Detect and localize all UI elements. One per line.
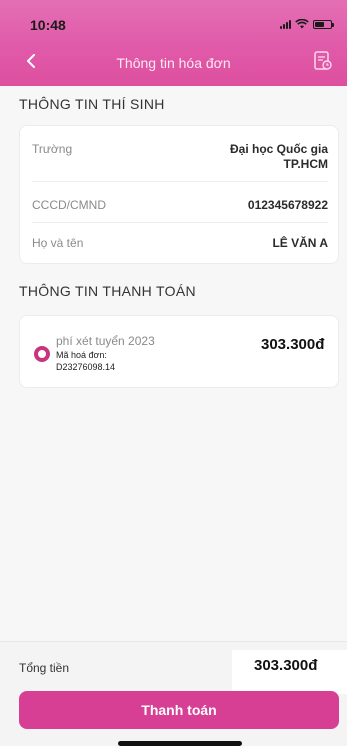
total-amount: 303.300đ xyxy=(254,657,318,674)
battery-icon xyxy=(313,20,332,29)
checkout-bar xyxy=(0,641,347,746)
id-number-value: 012345678922 xyxy=(247,198,328,212)
school-row xyxy=(20,142,338,172)
school-value-line1: Đại học Quốc gia xyxy=(229,142,328,156)
candidate-info-card xyxy=(19,125,339,264)
payment-item-name: phí xét tuyển 2023 xyxy=(56,334,155,348)
cellular-signal-icon xyxy=(280,19,291,29)
candidate-section-title: THÔNG TIN THÍ SINH xyxy=(19,96,165,112)
total-label: Tổng tiền xyxy=(19,661,70,675)
page-title: Thông tin hóa đơn xyxy=(116,55,231,71)
full-name-value: LÊ VĂN A xyxy=(272,236,328,250)
invoice-history-button[interactable] xyxy=(313,50,333,72)
full-name-row xyxy=(20,236,338,251)
wifi-icon xyxy=(295,19,309,29)
status-time: 10:48 xyxy=(30,17,66,33)
payment-section-title: THÔNG TIN THANH TOÁN xyxy=(19,283,196,299)
invoice-code-value: D23276098.14 xyxy=(56,362,116,372)
invoice-code-label: Mã hoá đơn: xyxy=(56,350,107,360)
payment-item-card[interactable] xyxy=(19,315,339,388)
full-name-label: Họ và tên xyxy=(32,236,84,250)
school-value xyxy=(230,142,328,172)
app-header xyxy=(0,0,347,86)
receipt-clock-icon xyxy=(313,50,333,72)
payment-item-amount: 303.300đ xyxy=(261,336,325,353)
id-number-label: CCCD/CMND xyxy=(32,198,106,212)
status-icons xyxy=(280,18,332,30)
school-label: Trường xyxy=(32,142,73,156)
home-indicator xyxy=(118,741,242,746)
divider xyxy=(32,222,328,223)
pay-button[interactable]: Thanh toán xyxy=(19,691,339,729)
divider xyxy=(32,181,328,182)
school-value-line2: TP.HCM xyxy=(283,157,328,171)
payment-item-radio[interactable] xyxy=(34,346,50,362)
id-number-row xyxy=(20,198,338,213)
